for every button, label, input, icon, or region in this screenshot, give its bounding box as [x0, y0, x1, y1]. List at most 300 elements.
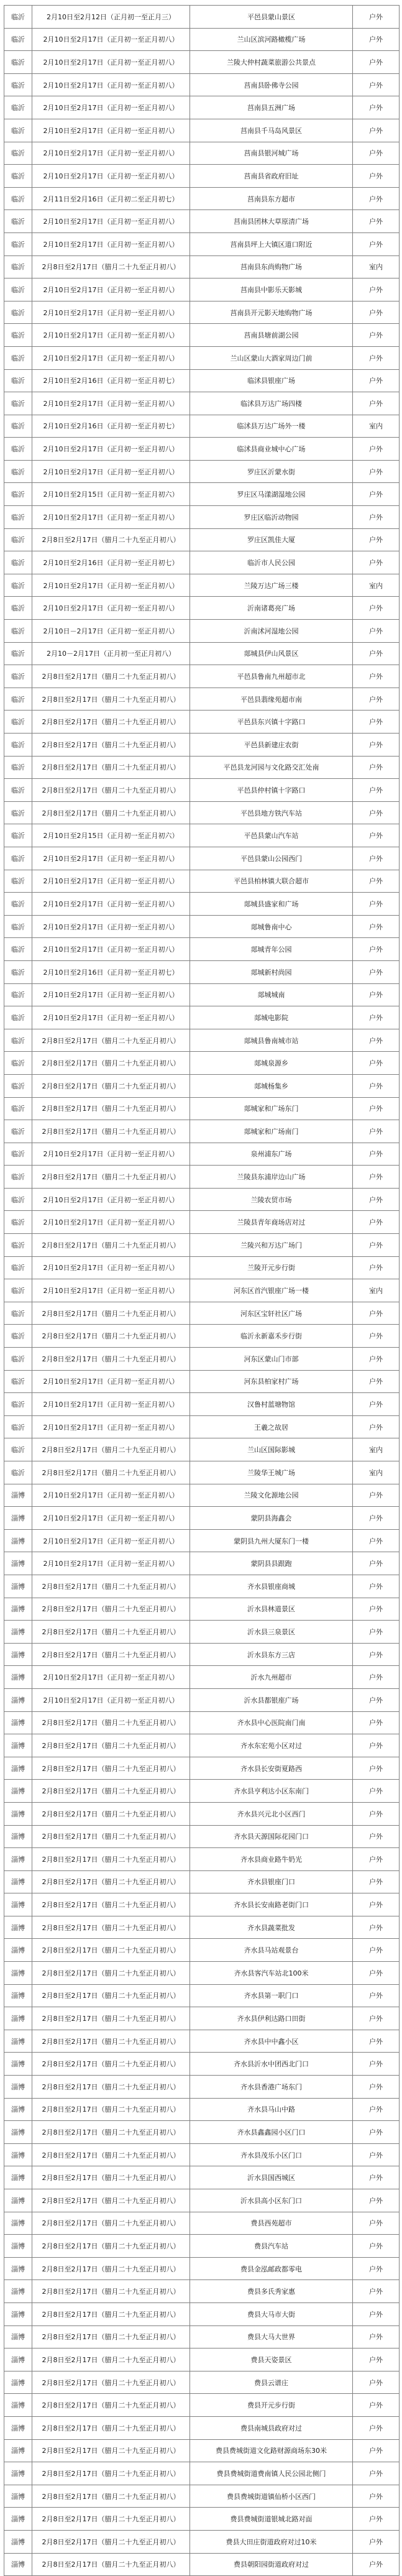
venue-type-cell: 户外	[353, 438, 400, 460]
location-cell: 沂南沭河湿地公园	[190, 620, 353, 642]
venue-type-cell: 户外	[353, 893, 400, 915]
location-cell: 齐水县茂乐小区门口	[190, 2144, 353, 2166]
table-row	[4, 29, 400, 52]
date-range-cell: 2月8日至2月17日（腊月二十九至正月初八）	[32, 2394, 190, 2416]
table-row	[4, 2394, 400, 2417]
date-range-cell: 2月10日至2月17日（正月初一至正月初八）	[32, 574, 190, 597]
table-row	[4, 1848, 400, 1871]
location-cell: 平邑县翡缘苑超市南	[190, 688, 353, 711]
table-row	[4, 665, 400, 688]
location-cell: 临沂永新嘉禾步行街	[190, 1325, 353, 1347]
venue-type-cell: 户外	[353, 119, 400, 142]
table-row	[4, 1371, 400, 1394]
venue-type-cell: 户外	[353, 1029, 400, 1052]
date-range-cell: 2月10日至2月17日（正月初一至正月初八）	[32, 984, 190, 1006]
venue-type-cell: 户外	[353, 165, 400, 187]
city-cell: 淄博	[4, 1689, 32, 1711]
venue-type-cell: 户外	[353, 1507, 400, 1529]
venue-type-cell: 户外	[353, 1325, 400, 1347]
venue-type-cell: 户外	[353, 1757, 400, 1780]
location-cell: 莒南县东方超市	[190, 188, 353, 210]
date-range-cell: 2月8日至2月17日（腊月二十九至正月初八）	[32, 2508, 190, 2530]
location-cell: 齐水县第一职门口	[190, 1985, 353, 2007]
location-cell: 齐水县沂水中团西北门口	[190, 2053, 353, 2075]
table-row	[4, 2030, 400, 2053]
location-cell: 齐水县中中鑫小区	[190, 2030, 353, 2053]
table-row	[4, 347, 400, 370]
location-cell: 沂水县都银座广场	[190, 1689, 353, 1711]
venue-type-cell: 户外	[353, 1916, 400, 1939]
table-row	[4, 2440, 400, 2463]
location-cell: 费县费城街道文化路财源商场东30米	[190, 2440, 353, 2462]
location-cell: 兰山区蒙山大酒家周边门前	[190, 347, 353, 369]
date-range-cell: 2月10日至2月17日（正月初一至正月初八）	[32, 96, 190, 119]
city-cell: 淄博	[4, 1484, 32, 1507]
venue-type-cell: 户外	[353, 2212, 400, 2235]
city-cell: 淄博	[4, 1985, 32, 2007]
venue-type-cell: 户外	[353, 1189, 400, 1211]
table-row	[4, 483, 400, 506]
city-cell: 淄博	[4, 2440, 32, 2462]
venue-type-cell: 户外	[353, 2007, 400, 2030]
table-row	[4, 324, 400, 347]
date-range-cell: 2月10日至2月17日（正月初一至正月初八）	[32, 1257, 190, 1279]
location-cell: 齐水县鑫鑫园小区门口	[190, 2121, 353, 2143]
venue-type-cell: 户外	[353, 870, 400, 893]
date-range-cell: 2月10日至2月17日（正月初一至正月初八）	[32, 29, 190, 51]
table-row	[4, 1985, 400, 2008]
venue-type-cell: 户外	[353, 2258, 400, 2280]
location-cell: 沂水县林道景区	[190, 1598, 353, 1621]
city-cell: 淄博	[4, 2531, 32, 2553]
city-cell: 临沂	[4, 1393, 32, 1415]
venue-type-cell: 户外	[353, 665, 400, 688]
city-cell: 临沂	[4, 96, 32, 119]
city-cell: 临沂	[4, 1325, 32, 1347]
location-cell: 费县多氏秀家惠	[190, 2280, 353, 2302]
date-range-cell: 2月8日至2月17日（腊月二十九至正月初八）	[32, 2303, 190, 2325]
date-range-cell: 2月8日至2月17日（腊月二十九至正月初八）	[32, 2189, 190, 2212]
venue-type-cell: 户外	[353, 1393, 400, 1415]
table-row	[4, 1916, 400, 1939]
date-range-cell: 2月10日至2月17日（正月初一至正月初八）	[32, 51, 190, 73]
table-row	[4, 2144, 400, 2167]
table-row	[4, 2485, 400, 2508]
location-cell: 莒南县塘前湖公园	[190, 324, 353, 346]
city-cell: 淄博	[4, 1803, 32, 1825]
venue-type-cell: 户外	[353, 347, 400, 369]
table-row	[4, 1166, 400, 1189]
table-row	[4, 1734, 400, 1757]
table-row	[4, 392, 400, 415]
venue-type-cell: 户外	[353, 1416, 400, 1438]
venue-type-cell: 户外	[353, 2053, 400, 2075]
venue-type-cell: 户外	[353, 1075, 400, 1097]
venue-type-cell: 户外	[353, 1712, 400, 1734]
location-cell: 罗庄区临沂动物园	[190, 506, 353, 528]
location-cell: 平邑县柏林镇大联合超市	[190, 870, 353, 893]
location-cell: 齐水县马山中路	[190, 2099, 353, 2121]
venue-type-cell: 户外	[353, 1666, 400, 1688]
date-range-cell: 2月8日至2月17日（腊月二十九至正月初八）	[32, 688, 190, 711]
city-cell: 临沂	[4, 347, 32, 369]
table-row	[4, 1189, 400, 1212]
location-cell: 兰山区滨河路橄榄广场	[190, 29, 353, 51]
table-row	[4, 2417, 400, 2440]
table-row	[4, 688, 400, 711]
date-range-cell: 2月10日至2月17日（正月初一至正月初八）	[32, 893, 190, 915]
city-cell: 临沂	[4, 461, 32, 483]
city-cell: 淄博	[4, 1962, 32, 1984]
venue-type-cell: 户外	[353, 188, 400, 210]
date-range-cell: 2月8日至2月17日（腊月二十九至正月初八）	[32, 1075, 190, 1097]
date-range-cell: 2月10日至2月17日（正月初一至正月初八）	[32, 916, 190, 938]
city-cell: 临沂	[4, 665, 32, 688]
venue-type-cell: 户外	[353, 2166, 400, 2189]
location-cell: 莒南县省政府旧址	[190, 165, 353, 187]
date-range-cell: 2月8日至2月17日（腊月二十九至正月初八）	[32, 1939, 190, 1961]
date-range-cell: 2月10日至2月17日（正月初一至正月初八）	[32, 870, 190, 893]
table-row	[4, 233, 400, 256]
venue-type-cell: 户外	[353, 1621, 400, 1643]
location-cell: 蒙阴县县跟跑	[190, 1552, 353, 1575]
city-cell: 淄博	[4, 1552, 32, 1575]
date-range-cell: 2月8日至2月17日（腊月二十九至正月初八）	[32, 2554, 190, 2576]
venue-type-cell: 户外	[353, 29, 400, 51]
venue-type-cell: 户外	[353, 324, 400, 346]
date-range-cell: 2月10日至2月17日（正月初一至正月初八）	[32, 1689, 190, 1711]
date-range-cell: 2月10日至2月17日（正月初一至正月初八）	[32, 233, 190, 255]
city-cell: 淄博	[4, 1712, 32, 1734]
date-range-cell: 2月8日至2月17日（腊月二十九至正月初八）	[32, 1826, 190, 1848]
venue-type-cell: 户外	[353, 1734, 400, 1757]
venue-type-cell: 户外	[353, 847, 400, 870]
venue-type-cell: 户外	[353, 2076, 400, 2098]
city-cell: 淄博	[4, 1644, 32, 1666]
location-cell: 莒南县卧佛寺公园	[190, 74, 353, 96]
table-row	[4, 1302, 400, 1325]
city-cell: 临沂	[4, 392, 32, 415]
date-range-cell: 2月8日至2月17日（腊月二十九至正月初八）	[32, 1962, 190, 1984]
venue-type-cell: 户外	[353, 2121, 400, 2143]
date-range-cell: 2月10日至2月17日（正月初一至正月初八）	[32, 347, 190, 369]
city-cell: 淄博	[4, 2007, 32, 2030]
date-range-cell: 2月8日至2月17日（腊月二十九至正月初八）	[32, 1120, 190, 1143]
date-range-cell: 2月8日至2月17日（腊月二十九至正月初八）	[32, 665, 190, 688]
venue-type-cell: 户外	[353, 233, 400, 255]
city-cell: 临沂	[4, 620, 32, 642]
location-cell: 兰陵县青年商场店对过	[190, 1211, 353, 1233]
venue-type-cell: 户外	[353, 2440, 400, 2462]
venue-type-cell: 户外	[353, 1826, 400, 1848]
location-cell: 沂水县国西城区	[190, 2166, 353, 2189]
location-cell: 临沭县万达广场外一楼	[190, 415, 353, 438]
venue-type-cell: 户外	[353, 1803, 400, 1825]
city-cell: 临沂	[4, 119, 32, 142]
location-cell: 郯城青年公园	[190, 938, 353, 960]
date-range-cell: 2月8日至2月17日（腊月二十九至正月初八）	[32, 1325, 190, 1347]
table-row	[4, 2166, 400, 2189]
table-row	[4, 1575, 400, 1598]
date-range-cell: 2月10日至2月17日（正月初一至正月初八）	[32, 1143, 190, 1166]
venue-type-cell: 户外	[353, 2394, 400, 2416]
date-range-cell: 2月8日至2月17日（腊月二十九至正月初八）	[32, 757, 190, 779]
date-range-cell: 2月10日至2月17日（正月初一至正月初八）	[32, 1393, 190, 1415]
table-row	[4, 1143, 400, 1166]
city-cell: 临沂	[4, 256, 32, 278]
city-cell: 淄博	[4, 2076, 32, 2098]
city-cell: 淄博	[4, 1871, 32, 1893]
venue-type-cell: 户外	[353, 1052, 400, 1074]
city-cell: 临沂	[4, 711, 32, 733]
date-range-cell: 2月10日至2月17日（正月初一至正月初八）	[32, 597, 190, 619]
venue-type-cell: 户外	[353, 802, 400, 824]
location-cell: 齐水县香港广场东门	[190, 2076, 353, 2098]
date-range-cell: 2月10日至2月17日（正月初一至正月初八）	[32, 301, 190, 324]
date-range-cell: 2月10日至2月17日（正月初一至正月初八）	[32, 1371, 190, 1393]
city-cell: 临沂	[4, 802, 32, 824]
location-cell: 齐水县亨利达小区东南门	[190, 1780, 353, 1802]
city-cell: 淄博	[4, 1621, 32, 1643]
venue-type-cell: 户外	[353, 2462, 400, 2485]
venue-type-cell: 户外	[353, 1939, 400, 1961]
venue-type-cell: 户外	[353, 1985, 400, 2007]
city-cell: 临沂	[4, 1189, 32, 1211]
date-range-cell: 2月8日至2月17日（腊月二十九至正月初八）	[32, 2417, 190, 2439]
city-cell: 淄博	[4, 1734, 32, 1757]
venue-type-cell: 室内	[353, 1461, 400, 1484]
table-row	[4, 1348, 400, 1371]
table-row	[4, 278, 400, 301]
table-row	[4, 2053, 400, 2076]
table-row	[4, 2280, 400, 2303]
location-cell: 河东区首汽银座广场一楼	[190, 1279, 353, 1302]
date-range-cell: 2月8日至2月17日（腊月二十九至正月初八）	[32, 1871, 190, 1893]
venue-type-cell: 户外	[353, 142, 400, 165]
date-range-cell: 2月10日至2月17日（正月初一至正月初八）	[32, 142, 190, 165]
table-row	[4, 1006, 400, 1029]
city-cell: 淄博	[4, 1780, 32, 1802]
location-cell: 兰陵县东浦岸边山广场	[190, 1166, 353, 1188]
date-range-cell: 2月11日至2月16日（正月初二至正月初七）	[32, 188, 190, 210]
date-range-cell: 2月8日至2月17日（腊月二十九至正月初八）	[32, 2531, 190, 2553]
date-range-cell: 2月8日至2月17日（腊月二十九至正月初八）	[32, 1712, 190, 1734]
table-row	[4, 1279, 400, 1302]
venue-type-cell: 户外	[353, 1006, 400, 1029]
venue-type-cell: 户外	[353, 2348, 400, 2371]
table-row	[4, 1666, 400, 1689]
location-cell: 蒙阴县海鑫会	[190, 1507, 353, 1529]
venue-type-cell: 户外	[353, 96, 400, 119]
table-row	[4, 1871, 400, 1894]
venue-type-cell: 户外	[353, 1302, 400, 1325]
table-row	[4, 1507, 400, 1530]
location-cell: 临沭县万达广场四楼	[190, 392, 353, 415]
location-cell: 兰陵万达广场三楼	[190, 574, 353, 597]
date-range-cell: 2月8日至2月17日（腊月二十九至正月初八）	[32, 1734, 190, 1757]
city-cell: 临沂	[4, 938, 32, 960]
city-cell: 临沂	[4, 1438, 32, 1461]
location-cell: 费县开元步行街	[190, 2394, 353, 2416]
table-row	[4, 1438, 400, 1461]
city-cell: 临沂	[4, 893, 32, 915]
location-cell: 齐水县天源国际花园门口	[190, 1826, 353, 1848]
location-cell: 费县大田庄街道政府对过10米	[190, 2531, 353, 2553]
city-cell: 淄博	[4, 2348, 32, 2371]
date-range-cell: 2月10日至2月17日（正月初一至正月初八）	[32, 210, 190, 232]
table-row	[4, 574, 400, 597]
venue-type-cell: 户外	[353, 1575, 400, 1598]
date-range-cell: 2月8日至2月17日（腊月二十九至正月初八）	[32, 2440, 190, 2462]
table-row	[4, 1325, 400, 1348]
table-row	[4, 1120, 400, 1143]
table-row	[4, 597, 400, 620]
city-cell: 临沂	[4, 506, 32, 528]
date-range-cell: 2月10日至2月17日（正月初一至正月初八）	[32, 74, 190, 96]
table-row	[4, 415, 400, 438]
location-cell: 齐水县长安街夏路西	[190, 1757, 353, 1780]
venue-type-cell: 户外	[353, 2144, 400, 2166]
date-range-cell: 2月8日至2月17日（腊月二十九至正月初八）	[32, 2371, 190, 2394]
venue-type-cell: 户外	[353, 2554, 400, 2576]
city-cell: 淄博	[4, 1507, 32, 1529]
date-range-cell: 2月8日至2月17日（腊月二十九至正月初八）	[32, 2144, 190, 2166]
city-cell: 淄博	[4, 2166, 32, 2189]
table-row	[4, 847, 400, 870]
table-row	[4, 2235, 400, 2258]
location-cell: 王羲之故居	[190, 1416, 353, 1438]
table-row	[4, 870, 400, 893]
date-range-cell: 2月10日至2月17日（正月初一至正月初八）	[32, 1211, 190, 1233]
date-range-cell: 2月8日至2月17日（腊月二十九至正月初八）	[32, 2099, 190, 2121]
venue-type-cell: 户外	[353, 1484, 400, 1507]
location-cell: 沂水九州超市	[190, 1666, 353, 1688]
date-range-cell: 2月8日至2月17日（腊月二十九至正月初八）	[32, 2280, 190, 2302]
date-range-cell: 2月8日至2月17日（腊月二十九至正月初八）	[32, 711, 190, 733]
date-range-cell: 2月10日至2月17日（正月初一至正月初八）	[32, 1530, 190, 1552]
venue-type-cell: 户外	[353, 1644, 400, 1666]
city-cell: 淄博	[4, 1530, 32, 1552]
location-cell: 平邑县蒙山公园西门	[190, 847, 353, 870]
venue-type-cell: 户外	[353, 2235, 400, 2257]
location-cell: 费县金泓邮政都零电	[190, 2258, 353, 2280]
date-range-cell: 2月10日至2月17日（正月初一至正月初八）	[32, 1189, 190, 1211]
location-cell: 平邑县地方铁汽车站	[190, 802, 353, 824]
city-cell: 临沂	[4, 847, 32, 870]
location-cell: 泉州浦东广场	[190, 1143, 353, 1166]
table-row	[4, 461, 400, 484]
location-cell: 临沭县商业城中心广场	[190, 438, 353, 460]
venue-type-cell: 户外	[353, 1552, 400, 1575]
venue-type-cell: 户外	[353, 1871, 400, 1893]
date-range-cell: 2月10日至2月17日（正月初一至正月初八）	[32, 1666, 190, 1688]
venue-type-cell: 户外	[353, 1211, 400, 1233]
location-cell: 兰陵兴和万达广场门	[190, 1234, 353, 1256]
table-row	[4, 643, 400, 666]
city-cell: 临沂	[4, 142, 32, 165]
table-row	[4, 1075, 400, 1098]
date-range-cell: 2月8日至2月17日（腊月二十九至正月初八）	[32, 2030, 190, 2053]
date-range-cell: 2月10日至2月17日（正月初一至正月初八）	[32, 1006, 190, 1029]
date-range-cell: 2月8日至2月17日（腊月二十九至正月初八）	[32, 1780, 190, 1802]
venue-type-cell: 户外	[353, 2531, 400, 2553]
city-cell: 临沂	[4, 415, 32, 438]
table-row	[4, 2326, 400, 2349]
venue-type-cell: 户外	[353, 824, 400, 847]
date-range-cell: 2月8日至2月17日（腊月二十九至正月初八）	[32, 1234, 190, 1256]
city-cell: 淄博	[4, 2554, 32, 2576]
venue-type-cell: 户外	[353, 1893, 400, 1916]
venue-type-cell: 户外	[353, 1234, 400, 1256]
venue-type-cell: 户外	[353, 301, 400, 324]
venue-type-cell: 户外	[353, 1689, 400, 1711]
location-cell: 郯城县鲁南城市站	[190, 1029, 353, 1052]
table-row	[4, 984, 400, 1007]
venue-type-cell: 户外	[353, 51, 400, 73]
venue-type-cell: 户外	[353, 2508, 400, 2530]
venue-type-cell: 户外	[353, 2189, 400, 2212]
venue-type-cell: 户外	[353, 1371, 400, 1393]
venue-type-cell: 户外	[353, 551, 400, 574]
city-cell: 临沂	[4, 1461, 32, 1484]
table-row	[4, 711, 400, 734]
city-cell: 临沂	[4, 1348, 32, 1370]
table-row	[4, 2348, 400, 2371]
location-cell: 郯城电影院	[190, 1006, 353, 1029]
location-cell: 兰陵华王城广场	[190, 1461, 353, 1484]
location-cell: 汉鲁村蓝塘物馆	[190, 1393, 353, 1415]
table-row	[4, 2189, 400, 2212]
location-cell: 平邑县仲村镇十字路口	[190, 779, 353, 801]
city-cell: 临沂	[4, 1120, 32, 1143]
venue-type-cell: 户外	[353, 1348, 400, 1370]
date-range-cell: 2月8日至2月17日（腊月二十九至正月初八）	[32, 2212, 190, 2235]
city-cell: 淄博	[4, 1848, 32, 1870]
venue-type-cell: 户外	[353, 2417, 400, 2439]
table-row	[4, 1552, 400, 1575]
venue-type-cell: 室内	[353, 1438, 400, 1461]
location-cell: 齐水县蔬菜批发	[190, 1916, 353, 1939]
venue-type-cell: 户外	[353, 688, 400, 711]
city-cell: 临沂	[4, 984, 32, 1006]
city-cell: 淄博	[4, 2303, 32, 2325]
table-row	[4, 74, 400, 97]
table-row	[4, 1257, 400, 1280]
date-range-cell: 2月10－2月17日（正月初一至正月初八）	[32, 643, 190, 665]
table-row	[4, 119, 400, 142]
location-cell: 兰山区国际影城	[190, 1438, 353, 1461]
city-cell: 临沂	[4, 1302, 32, 1325]
venue-type-cell: 户外	[353, 2371, 400, 2394]
table-row	[4, 1484, 400, 1507]
table-row	[4, 2508, 400, 2531]
location-cell: 平邑县蒙山景区	[190, 6, 353, 28]
date-range-cell: 2月10日至2月16日（正月初一至正月初七）	[32, 415, 190, 438]
location-cell: 齐水县长安南路老街门口	[190, 1893, 353, 1916]
table-row	[4, 1211, 400, 1234]
location-cell: 平邑县龙河园与文化路交汇处南	[190, 757, 353, 779]
table-row	[4, 529, 400, 552]
table-row	[4, 506, 400, 529]
table-row	[4, 1803, 400, 1826]
location-cell: 兰陵大仲村蔬菜旅游公共景点	[190, 51, 353, 73]
location-cell: 沂南诸葛亮广场	[190, 597, 353, 619]
date-range-cell: 2月10日至2月15日（正月初一至正月初六）	[32, 824, 190, 847]
location-cell: 郯城泉源乡	[190, 1052, 353, 1074]
table-row	[4, 1234, 400, 1257]
date-range-cell: 2月8日至2月17日（腊月二十九至正月初八）	[32, 734, 190, 756]
date-range-cell: 2月8日至2月17日（腊月二十九至正月初八）	[32, 2076, 190, 2098]
